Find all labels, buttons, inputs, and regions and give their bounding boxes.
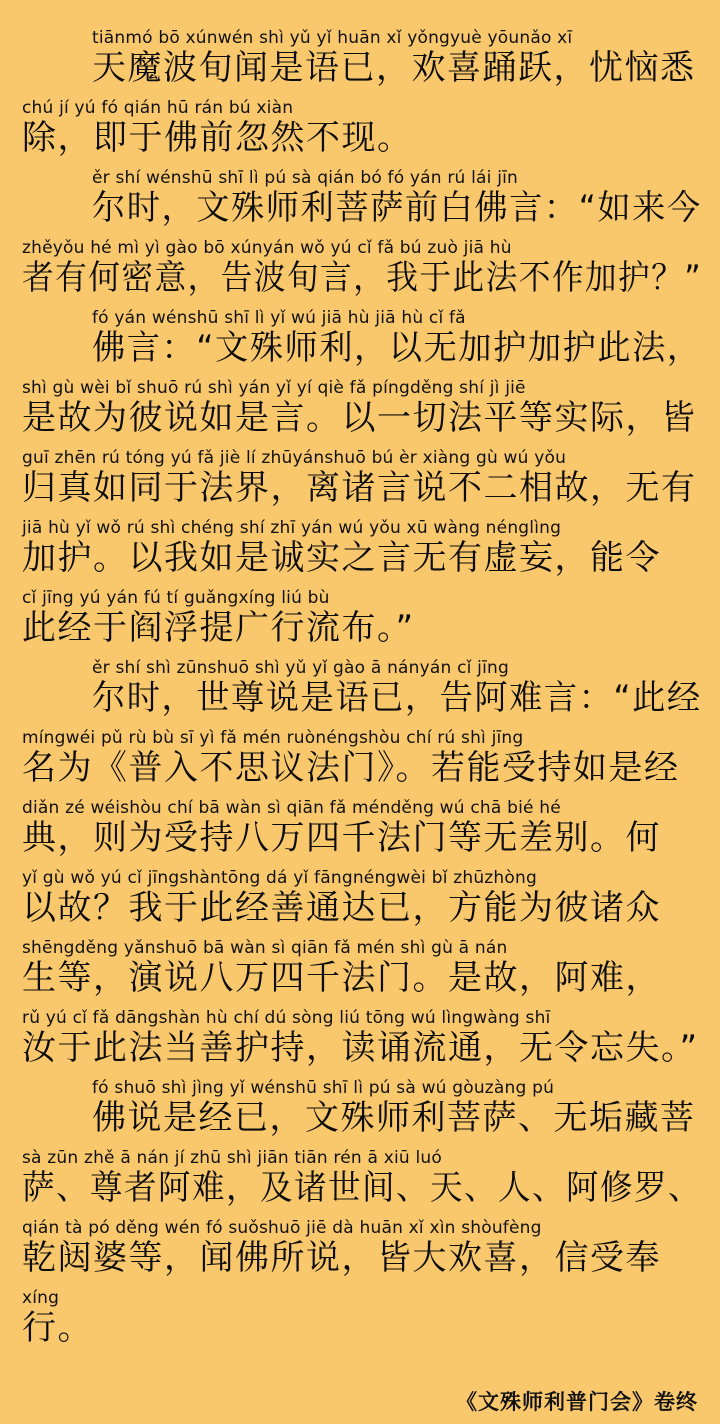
text-line [92,168,702,238]
chapter-end-label: 《文殊师利普门会》卷终 [456,1389,698,1414]
pinyin-line: cǐ jīng yú yán fú tí guǎngxíng liú bù [22,588,330,608]
pinyin-line: yǐ gù wǒ yú cǐ jīngshàntōng dá yǐ fāngnéngwèi bǐ zhūzhòng [22,868,537,888]
pinyin-line: jiā hù yǐ wǒ rú shì chéng shí zhī yán wú yǒu xū wàng nénglìng [22,518,562,538]
text-line [22,728,702,798]
hanzi-line: 生等，演说八万四千法门。是故，阿难， [22,958,661,998]
hanzi-line: 典，则为受持八万四千法门等无差别。何 [22,818,661,858]
pinyin-line: ěr shí shì zūnshuō shì yǔ yǐ gào ā nányán cǐ jīng [92,658,509,678]
hanzi-line: 是故为彼说如是言。以一切法平等实际，皆 [22,398,697,438]
pinyin-line: sà zūn zhě ā nán jí zhū shì jiān tiān rén ā xiū luó [22,1148,442,1168]
pinyin-line: diǎn zé wéishòu chí bā wàn sì qiān fǎ ménděng wú chā bié hé [22,798,561,818]
text-line [22,938,702,1008]
pinyin-line: chú jí yú fó qián hū rán bú xiàn [22,98,294,118]
hanzi-line: 归真如同于法界，离诸言说不二相故，无有 [22,468,697,508]
pinyin-line: qián tà pó děng wén fó suǒshuō jiē dà huān xǐ xìn shòufèng [22,1218,542,1238]
text-line [22,238,702,308]
text-line [22,378,702,448]
hanzi-line: 佛言：“文殊师利，以无加护加护此法， [92,328,702,368]
hanzi-line: 乾闼婆等，闻佛所说，皆大欢喜，信受奉 [22,1238,661,1278]
pinyin-line: tiānmó bō xúnwén shì yǔ yǐ huān xǐ yǒngyuè yōunǎo xī [92,28,573,48]
hanzi-line: 加护。以我如是诚实之言无有虚妄，能令 [22,538,661,578]
pinyin-line: shì gù wèi bǐ shuō rú shì yán yǐ yí qiè fǎ píngděng shí jì jiē [22,378,526,398]
text-line [92,1078,702,1148]
pinyin-line: fó shuō shì jìng yǐ wénshū shī lì pú sà wú gòuzàng pú [92,1078,555,1098]
hanzi-line: 萨、尊者阿难，及诸世间、天、人、阿修罗、 [22,1168,702,1208]
pinyin-line: míngwéi pǔ rù bù sī yì fǎ mén ruònéngshòu chí rú shì jīng [22,728,524,748]
hanzi-line: 行。 [22,1308,93,1348]
text-line [22,518,702,588]
text-line [22,448,702,518]
text-line [92,308,702,378]
text-line [22,1148,702,1218]
text-line [22,588,702,658]
pinyin-line: rǔ yú cǐ fǎ dāngshàn hù chí dú sòng liú tōng wú lìngwàng shī [22,1008,551,1028]
hanzi-line: 尔时，世尊说是语已，告阿难言：“此经 [92,678,702,718]
text-line [22,1288,702,1358]
pinyin-line: xíng [22,1288,60,1308]
text-line [22,98,702,168]
hanzi-line: 此经于阎浮提广行流布。” [22,608,415,648]
hanzi-line: 以故？我于此经善通达已，方能为彼诸众 [22,888,661,928]
hanzi-line: 者有何密意，告波旬言，我于此法不作加护？” [22,258,703,298]
hanzi-line: 天魔波旬闻是语已，欢喜踊跃，忧恼悉 [92,48,696,88]
hanzi-line: 佛说是经已，文殊师利菩萨、无垢藏菩 [92,1098,696,1138]
hanzi-line: 名为《普入不思议法门》。若能受持如是经 [22,748,680,788]
pinyin-line: fó yán wénshū shī lì yǐ wú jiā hù jiā hù cǐ fǎ [92,308,466,328]
hanzi-line: 汝于此法当善护持，读诵流通，无令忘失。” [22,1028,699,1068]
text-line [22,798,702,868]
text-line [92,28,702,98]
text-line [22,868,702,938]
text-line [92,658,702,728]
pinyin-line: guī zhēn rú tóng yú fǎ jiè lí zhūyánshuō bú èr xiàng gù wú yǒu [22,448,567,468]
pinyin-line: zhěyǒu hé mì yì gào bō xúnyán wǒ yú cǐ fǎ bú zuò jiā hù [22,238,512,258]
hanzi-line: 除，即于佛前忽然不现。 [22,118,413,158]
text-line [22,1008,702,1078]
hanzi-line: 尔时，文殊师利菩萨前白佛言：“如来今 [92,188,702,228]
text-line [22,1218,702,1288]
pinyin-line: shēngděng yǎnshuō bā wàn sì qiān fǎ mén shì gù ā nán [22,938,508,958]
pinyin-line: ěr shí wénshū shī lì pú sà qián bó fó yán rú lái jīn [92,168,519,188]
